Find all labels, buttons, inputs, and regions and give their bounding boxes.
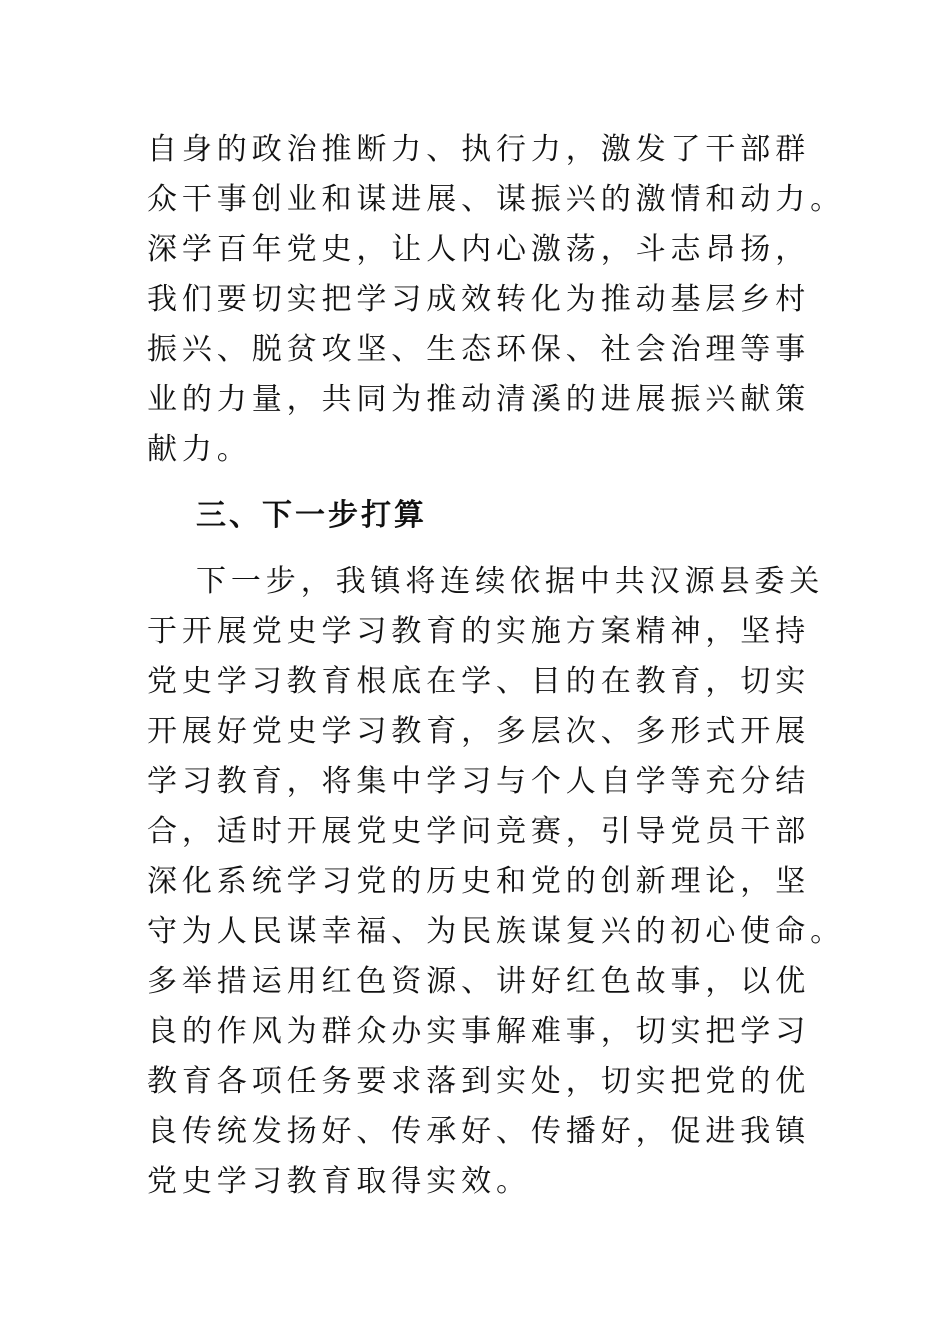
paragraph-1-line: 业的力量，共同为推动清溪的进展振兴献策 xyxy=(147,382,811,417)
paragraph-1-line: 众干事创业和谋进展、谋振兴的激情和动力。 xyxy=(147,182,845,217)
paragraph-1-line: 振兴、脱贫攻坚、生态环保、社会治理等事 xyxy=(147,332,811,367)
paragraph-2-line: 开展好党史学习教育，多层次、多形式开展 xyxy=(147,714,811,749)
paragraph-1-line: 我们要切实把学习成效转化为推动基层乡村 xyxy=(147,282,811,317)
paragraph-2-line: 深化系统学习党的历史和党的创新理论，坚 xyxy=(147,864,811,899)
paragraph-2-line: 教育各项任务要求落到实处，切实把党的优 xyxy=(147,1064,811,1099)
paragraph-1-line: 深学百年党史，让人内心激荡，斗志昂扬， xyxy=(147,232,811,267)
paragraph-2-line: 守为人民谋幸福、为民族谋复兴的初心使命。 xyxy=(147,914,845,949)
paragraph-2-line: 下一步，我镇将连续依据中共汉源县委关 xyxy=(196,564,825,599)
paragraph-2-line: 多举措运用红色资源、讲好红色故事，以优 xyxy=(147,964,811,999)
paragraph-2-line: 党史学习教育根底在学、目的在教育，切实 xyxy=(147,664,811,699)
paragraph-2-line: 良传统发扬好、传承好、传播好，促进我镇 xyxy=(147,1114,811,1149)
paragraph-2-line: 于开展党史学习教育的实施方案精神，坚持 xyxy=(147,614,811,649)
section-heading: 三、下一步打算 xyxy=(196,498,427,533)
paragraph-2-line: 良的作风为群众办实事解难事，切实把学习 xyxy=(147,1014,811,1049)
paragraph-1-line: 自身的政治推断力、执行力，激发了干部群 xyxy=(147,132,811,167)
paragraph-2-line: 学习教育，将集中学习与个人自学等充分结 xyxy=(147,764,811,799)
paragraph-2-line: 党史学习教育取得实效。 xyxy=(147,1164,531,1199)
paragraph-2-line: 合，适时开展党史学问竞赛，引导党员干部 xyxy=(147,814,811,849)
paragraph-1-line: 献力。 xyxy=(147,432,252,467)
